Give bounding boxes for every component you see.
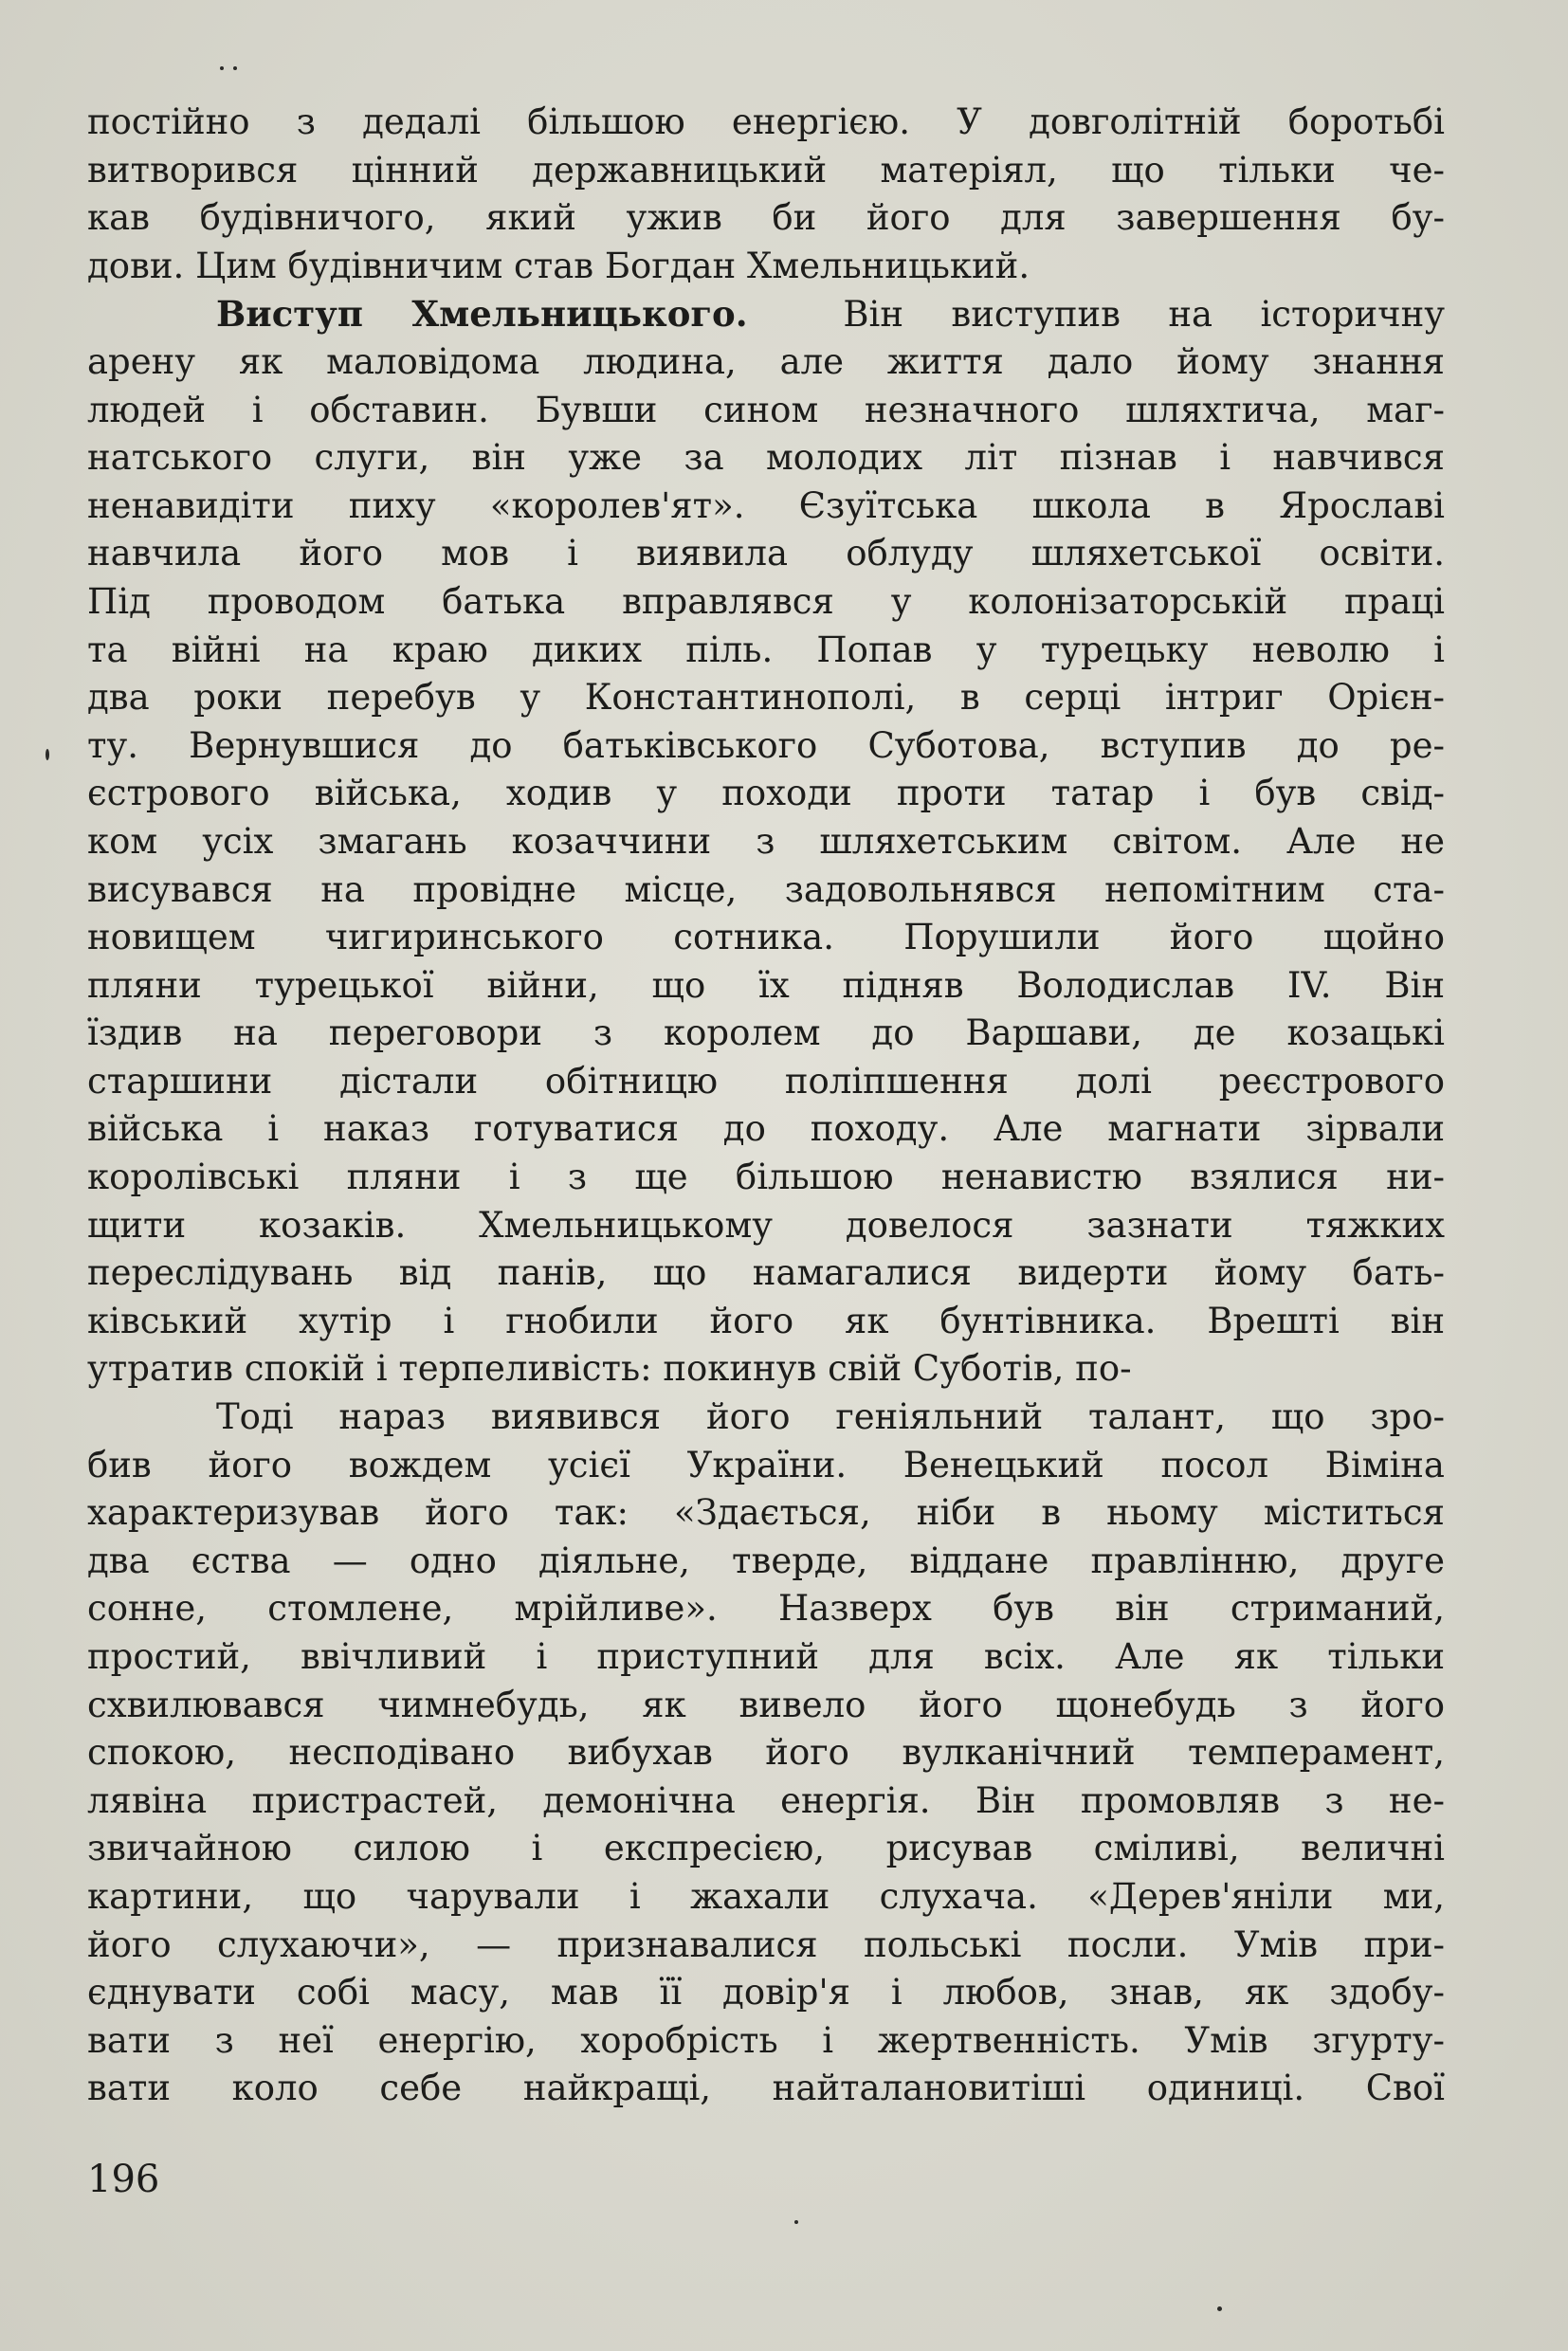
text-line: пляни турецької війни, що їх підняв Володислав IV. Він	[87, 964, 1445, 1006]
text-line: ту. Вернувшися до батьківського Суботова, вступив до ре-	[87, 724, 1445, 766]
text-line: два роки перебув у Константинополі, в серці інтриг Орієн-	[87, 677, 1445, 719]
text-line	[87, 290, 1445, 338]
text-line: та війні на краю диких піль. Попав у турецьку неволю і	[87, 629, 1445, 670]
text-line: лявіна пристрастей, демонічна енергія. Він промовляв з не-	[87, 1779, 1445, 1821]
text-line: кав будівничого, який ужив би його для завершення бу-	[87, 197, 1445, 239]
text-line: людей і обставин. Бувши сином незначного шляхтича, маг-	[87, 389, 1445, 430]
text-line: натського слуги, він уже за молодих літ пізнав і навчився	[87, 437, 1445, 479]
text-line: простий, ввічливий і приступний для всіх. Але як тільки	[87, 1636, 1445, 1677]
text-line: його слухаючи», — признавалися польські посли. Умів при-	[87, 1923, 1445, 1965]
text-line: королівські пляни і з ще більшою ненавистю взялися ни-	[87, 1157, 1445, 1198]
page-text	[87, 99, 1445, 2113]
text-line: утратив спокій і терпеливість: покинув свій Суботів, по-	[87, 1348, 1132, 1390]
paragraph-1	[87, 99, 1445, 290]
text-line: ком усіх змагань козаччини з шляхетським світом. Але не	[87, 820, 1445, 862]
text-line: Тоді нараз виявився його геніяльний талант, що зро-	[216, 1396, 1445, 1438]
text-line: переслідувань від панів, що намагалися видерти йому бать-	[87, 1252, 1445, 1294]
text-line: ківський хутір і гнобили його як бунтівника. Врешті він	[87, 1300, 1445, 1341]
text-line: ненавидіти пиху «королев'ят». Єзуїтська школа в Ярославі	[87, 484, 1445, 526]
text-line: щити козаків. Хмельницькому довелося зазнати тяжких	[87, 1204, 1445, 1246]
text-line: бив його вождем усієї України. Венецький посол Віміна	[87, 1444, 1445, 1485]
text-line: характеризував його так: «Здається, ніби в ньому міститься	[87, 1492, 1445, 1534]
text-line: спокою, несподівано вибухав його вулканічний темперамент,	[87, 1732, 1445, 1774]
text-line: витворився цінний державницький матеріял, що тільки че-	[87, 149, 1445, 191]
text-line: старшини дістали обітницю поліпшення долі реєстрового	[87, 1060, 1445, 1102]
scan-speck	[1217, 2306, 1222, 2311]
text-line: єстрового війська, ходив у походи проти татар і був свід-	[87, 773, 1445, 814]
text-line: висувався на провідне місце, задовольнявся непомітним ста-	[87, 868, 1445, 910]
scan-speck	[220, 66, 224, 70]
text-line: Під проводом батька вправлявся у колонізаторській праці	[87, 580, 1445, 622]
page-number: 196	[87, 2158, 160, 2201]
text-line-rest: Він виступив на історичну	[843, 294, 1445, 336]
text-line: звичайною силою і експресією, рисував сміливі, величні	[87, 1828, 1445, 1869]
text-line: сонне, стомлене, мрійливе». Назверх був він стриманий,	[87, 1588, 1445, 1630]
paragraph-2	[87, 290, 1445, 1394]
text-line: дови. Цим будівничим став Богдан Хмельницький.	[87, 245, 1030, 286]
text-line: два єства — одно діяльне, тверде, віддане правлінню, друге	[87, 1540, 1445, 1581]
section-heading: Виступ Хмельницького.	[216, 293, 748, 336]
scan-speck	[233, 66, 237, 70]
text-line: навчила його мов і виявила облуду шляхетської освіти.	[87, 533, 1445, 574]
text-line: арену як маловідома людина, але життя дало йому знання	[87, 340, 1445, 382]
text-line: постійно з дедалі більшою енергією. У довголітній боротьбі	[87, 101, 1445, 142]
text-line: новищем чигиринського сотника. Порушили його щойно	[87, 917, 1445, 958]
scan-speck	[46, 749, 49, 760]
paragraph-3	[87, 1394, 1445, 2113]
text-line: війська і наказ готуватися до походу. Але магнати зірвали	[87, 1108, 1445, 1150]
text-line: картини, що чарували і жахали слухача. «Дерев'яніли ми,	[87, 1875, 1445, 1917]
text-line: їздив на переговори з королем до Варшави, де козацькі	[87, 1012, 1445, 1054]
text-line: вати з неї енергію, хоробрість і жертвенність. Умів згурту-	[87, 2019, 1445, 2061]
text-line: схвилювався чимнебудь, як вивело його щонебудь з його	[87, 1684, 1445, 1725]
text-line: вати коло себе найкращі, найталановитіші одиниці. Свої	[87, 2068, 1445, 2109]
scan-speck	[794, 2220, 798, 2224]
text-line: єднувати собі масу, мав її довір'я і любов, знав, як здобу-	[87, 1972, 1445, 2014]
